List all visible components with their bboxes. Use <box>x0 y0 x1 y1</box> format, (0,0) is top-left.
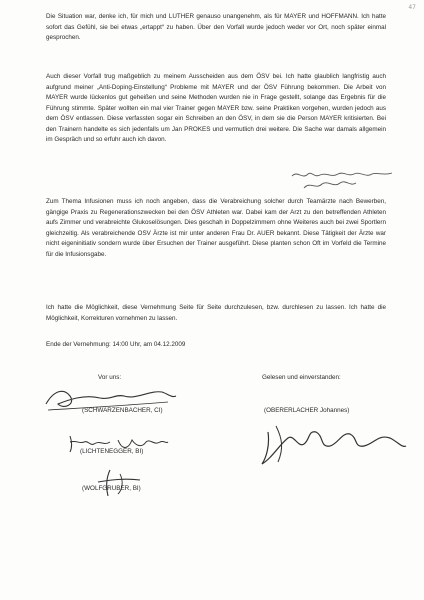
signature-obererlacher <box>258 418 408 470</box>
signer-schwarzenbacher: (SCHWARZENBACHER, CI) <box>82 407 163 414</box>
end-of-interview: Ende der Vernehmung: 14:00 Uhr, am 04.12.2009 <box>46 341 186 348</box>
signer-lichtenegger: (LICHTENEGGER, BI) <box>80 448 144 455</box>
signature-heading-gelesen: Gelesen und einverstanden: <box>262 374 341 381</box>
signer-obererlacher: (OBERERLACHER Johannes) <box>264 407 350 414</box>
paragraph-infusionen: Zum Thema Infusionen muss ich noch angeben, dass die Verabreichung solcher durch Teamärzte nach Bewerben, gängige Praxis zu Regenerationszwecken bei den ÖSV Athleten war. Dabei kam der Arzt zu den betreffenden Athleten aufs Zimmer und verabreichte Glukoselösungen. Dies geschah in Doppelzimmern ohne Weiteres auch bei zwei Sportlern gleichzeitig. Als verabreichende OSV Ärzte ist mir unter anderen Frau Dr. AUER bekannt. Diese Tätigkeit der Ärzte war nicht eigeninitiativ sondern wurde über Ersuchen der Trainer ausgeführt. Diese planten schon Oft im Vorfeld die Termine für die Infusionsgabe. <box>46 198 386 258</box>
page-marker: 47 <box>408 4 416 11</box>
signer-wolfgruber: (WOLFGRUBER, BI) <box>82 485 141 492</box>
paragraph-situation: Die Situation war, denke ich, für mich und LUTHER genauso unangenehm, als für MAYER und HOFFMANN. Ich hatte sofort das Gefühl, sie bei etwas „ertappt“ zu haben. Über den Vorfall wurde jedoch weder vor Ort, noch später einmal gesprochen. <box>46 13 386 41</box>
paragraph-vorfall: Auch dieser Vorfall trug maßgeblich zu meinem Ausscheiden aus dem ÖSV bei. Ich hatte glaublich langfristig auch aufgrund meiner „Anti-Doping-Einstellung“ Probleme mit MAYER und der ÖSV Führung bekommen. Die Arbeit von MAYER wurde lückenlos gut geheißen und seine Methoden wurden nie in Frage gestellt, solange das Ergebnis für die Führung stimmte. Später wollten ein mal vier Trainer gegen MAYER bzw. seine Praktiken vorgehen, wurden jedoch aus dem ÖSV entlassen. Diese verfassten sogar ein Schreiben an den ÖSV, in dem sie die Person MAYER kritisierten. Bei den Trainern handelte es sich jedenfalls um Jan PROKES und vermutlich drei weitere. Die Sache war damals allgemein im Gespräch und so erfuhr auch ich davon. <box>46 73 386 143</box>
signature-heading-vor-uns: Vor uns: <box>98 374 122 381</box>
paragraph-durchlesen: Ich hatte die Möglichkeit, diese Vernehmung Seite für Seite durchzulesen, bzw. durchlesen zu lassen. Ich hatte die Möglichkeit, Korrekturen vornehmen zu lassen. <box>46 304 386 322</box>
handwritten-note <box>288 166 398 192</box>
